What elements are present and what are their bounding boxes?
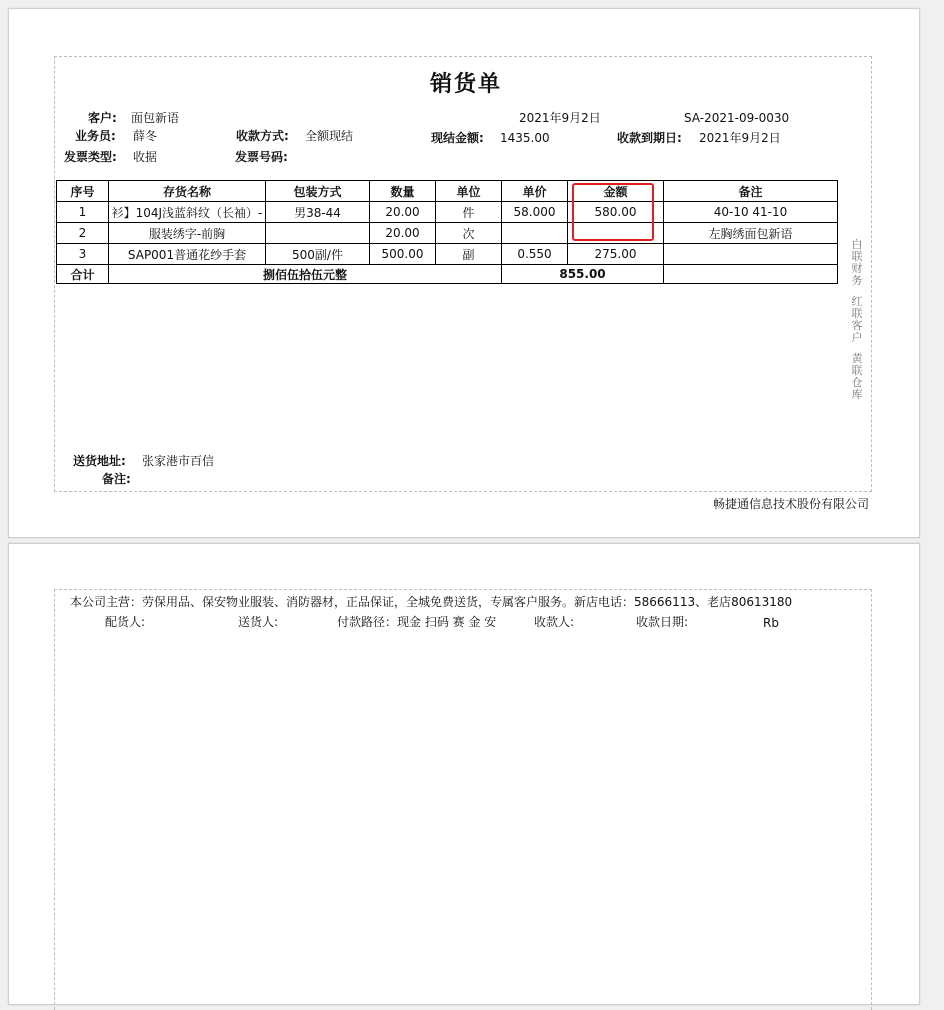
- table-cell: 2: [57, 223, 109, 244]
- table-cell: 275.00: [568, 244, 664, 265]
- goods-table: [56, 180, 838, 284]
- table-cell: 衫】104J浅蓝斜纹（长袖）-: [109, 202, 266, 223]
- table-cell: 3: [57, 244, 109, 265]
- receiver-label: 收款人:: [534, 615, 575, 629]
- table-cell: 500.00: [370, 244, 436, 265]
- remark-label: 备注:: [102, 472, 131, 486]
- table-cell: 件: [436, 202, 502, 223]
- table-cell: 20.00: [370, 223, 436, 244]
- salesperson-label: 业务员:: [75, 129, 116, 143]
- company-name: 畅捷通信息技术股份有限公司: [712, 497, 869, 511]
- copy-red: 红联: [851, 295, 863, 320]
- cash-amount-label: 现结金额:: [431, 131, 484, 145]
- cash-amount-value: 1435.00: [500, 131, 550, 145]
- address-label: 送货地址:: [73, 454, 126, 468]
- table-cell: 40-10 41-10: [664, 202, 838, 223]
- customer-label: 客户:: [88, 111, 117, 125]
- highlight-box: [572, 183, 654, 241]
- customer-value: 面包新语: [131, 111, 180, 125]
- picker-label: 配货人:: [105, 615, 146, 629]
- copy-finance: 财务: [851, 262, 863, 287]
- table-cell: 0.550: [502, 244, 568, 265]
- salesperson-value: 薛冬: [133, 129, 158, 143]
- header-cell: 单位: [436, 181, 502, 202]
- order-number: SA-2021-09-0030: [684, 111, 790, 125]
- total-row: [57, 265, 838, 284]
- table-row: [57, 202, 838, 223]
- total-in-words: 捌佰伍拾伍元整: [109, 265, 502, 284]
- table-cell: SAP001普通花纱手套: [109, 244, 266, 265]
- table-cell: 58.000: [502, 202, 568, 223]
- header-cell: 备注: [664, 181, 838, 202]
- payment-method-value: 全额现结: [305, 129, 354, 143]
- print-page-1: [8, 8, 920, 538]
- due-date-value: 2021年9月2日: [699, 131, 781, 145]
- table-cell: 580.00: [568, 202, 664, 223]
- copy-white: 白联: [851, 238, 863, 263]
- header-cell: 数量: [370, 181, 436, 202]
- copy-yellow: 黄联: [851, 352, 863, 377]
- table-cell: 1: [57, 202, 109, 223]
- print-page-2: [8, 543, 920, 1005]
- receipt-date-label: 收款日期:: [636, 615, 689, 629]
- total-label: 合计: [57, 265, 109, 284]
- table-row: [57, 223, 838, 244]
- due-date-label: 收款到期日:: [617, 131, 682, 145]
- copy-warehouse: 仓库: [851, 376, 863, 401]
- table-cell: [664, 244, 838, 265]
- copy-customer: 客户: [851, 319, 863, 344]
- invoice-number-label: 发票号码:: [235, 150, 288, 164]
- table-row: [57, 244, 838, 265]
- table-cell: 男38-44: [266, 202, 370, 223]
- table-cell: 左胸绣面包新语: [664, 223, 838, 244]
- rb-mark: Rb: [763, 616, 779, 630]
- payment-route: 付款路径：现金 扫码 赛 金 安: [337, 615, 497, 629]
- print-area-border: [54, 589, 872, 1010]
- table-cell: 次: [436, 223, 502, 244]
- header-cell: 金额: [568, 181, 664, 202]
- header-cell: 序号: [57, 181, 109, 202]
- copy-distribution-note: [850, 239, 864, 401]
- document-title: 销货单: [430, 72, 503, 97]
- total-amount: 855.00: [502, 265, 664, 284]
- invoice-type-label: 发票类型:: [64, 150, 117, 164]
- deliverer-label: 送货人:: [238, 615, 279, 629]
- table-cell: [502, 223, 568, 244]
- table-cell: [266, 223, 370, 244]
- header-cell: 存货名称: [109, 181, 266, 202]
- header-cell: 包装方式: [266, 181, 370, 202]
- table-header-row: [57, 181, 838, 202]
- header-cell: 单价: [502, 181, 568, 202]
- payment-method-label: 收款方式:: [236, 129, 289, 143]
- business-scope-line: 本公司主营：劳保用品、保安物业服装、消防器材，正品保证，全城免费送货，专属客户服务。新店电话：58666113、老店80613180: [70, 595, 793, 609]
- table-cell: 服装绣字-前胸: [109, 223, 266, 244]
- table-cell: 500副/件: [266, 244, 370, 265]
- order-date: 2021年9月2日: [519, 111, 601, 125]
- total-remark-cell: [664, 265, 838, 284]
- table-cell: 20.00: [370, 202, 436, 223]
- table-cell: 副: [436, 244, 502, 265]
- address-value: 张家港市百信: [142, 454, 215, 468]
- invoice-type-value: 收据: [133, 150, 158, 164]
